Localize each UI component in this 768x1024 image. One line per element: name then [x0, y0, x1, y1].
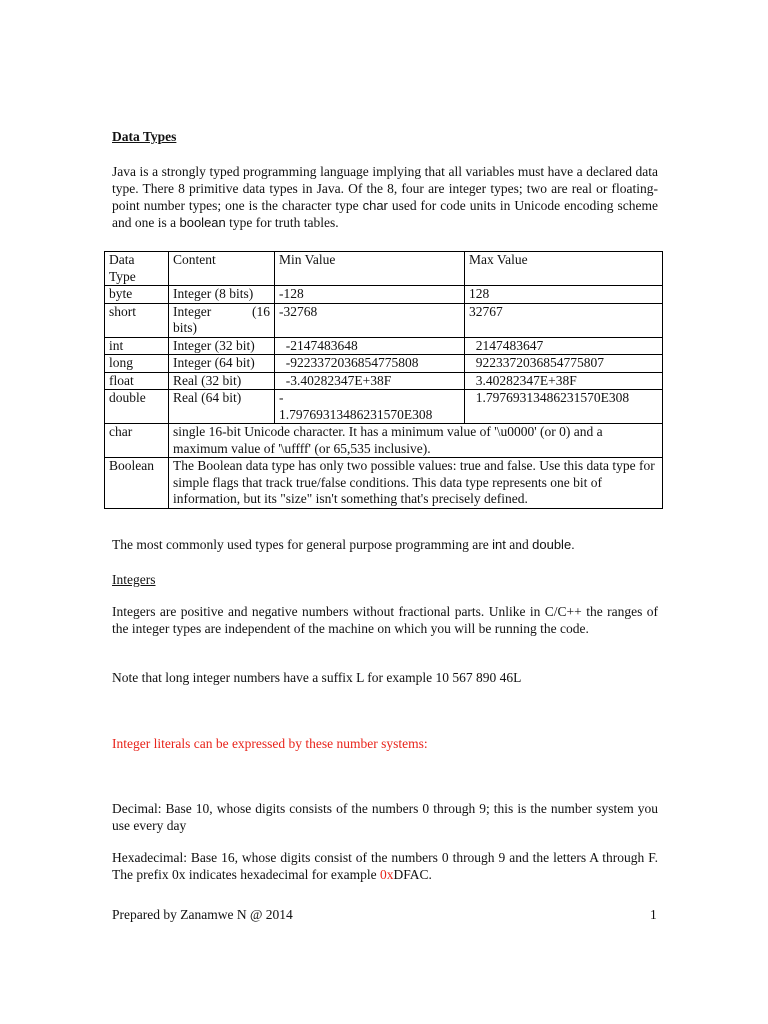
code-double: double.: [532, 537, 575, 552]
max-value: 1.79769313486231570E308: [475, 390, 630, 405]
content-cell: Real (32 bit): [169, 372, 275, 390]
content-cell: Integer (32 bit): [169, 337, 275, 355]
table-row: [105, 458, 663, 509]
max-cell: [465, 355, 663, 373]
type-cell: float: [105, 372, 169, 390]
page-title: Data Types: [112, 129, 177, 144]
common-types-paragraph: [112, 536, 658, 553]
content-cell: Real (64 bit): [169, 390, 275, 424]
content-cell: Integer (8 bits): [169, 286, 275, 304]
min-value: -9223372036854775808: [285, 355, 419, 370]
min-value: 1.79769313486231570E308: [279, 406, 433, 422]
max-value: 9223372036854775807: [475, 355, 604, 370]
table-row: [105, 390, 663, 424]
type-cell: byte: [105, 286, 169, 304]
hex-text-1: Hexadecimal: Base 16, whose digits consist of the numbers 0 through 9 and the letters A through F. The prefix 0x indicates hexadecimal for example: [112, 850, 658, 882]
max-value: 2147483647: [475, 337, 544, 353]
content-cell: [169, 303, 275, 337]
content-cell: Integer (64 bit): [169, 355, 275, 373]
common-text-2: and: [505, 537, 533, 552]
min-cell: [275, 390, 465, 424]
min-value: -2147483648: [285, 337, 358, 353]
max-cell: [465, 372, 663, 390]
type-cell: Boolean: [105, 458, 169, 509]
content-part: Integer: [173, 303, 212, 319]
description-cell: single 16-bit Unicode character. It has a minimum value of '\u0000' (or 0) and a maximum value of '\uffff' (or 65,535 inclusive).: [169, 424, 663, 458]
content-line: [173, 304, 270, 321]
literals-note: Integer literals can be expressed by these number systems:: [112, 736, 428, 751]
max-cell: 128: [465, 286, 663, 304]
table-row: [105, 355, 663, 373]
min-value: -3.40282347E+38F: [285, 372, 392, 388]
page-number: 1: [650, 907, 657, 922]
type-cell: double: [105, 390, 169, 424]
max-value: 3.40282347E+38F: [475, 372, 577, 388]
description-cell: The Boolean data type has only two possible values: true and false. Use this data type for simple flags that track true/false conditions. This data type represents one bit of information, but its "size" isn't something that's precisely defined.: [169, 458, 663, 509]
hex-paragraph: [112, 849, 658, 883]
table-row: [105, 286, 663, 304]
intro-paragraph: [112, 163, 658, 231]
code-int: int: [492, 537, 506, 552]
table-row: [105, 337, 663, 355]
hex-prefix: 0x: [380, 867, 394, 882]
content-line: bits): [173, 320, 198, 335]
table-row: [105, 372, 663, 390]
content-part: (16: [252, 303, 270, 319]
min-sign: -: [279, 390, 284, 405]
footer-author: Prepared by Zanamwe N @ 2014: [112, 907, 293, 922]
long-note: Note that long integer numbers have a suffix L for example 10 567 890 46L: [112, 670, 522, 685]
max-cell: [465, 390, 663, 424]
data-types-table: [104, 251, 663, 509]
type-cell: int: [105, 337, 169, 355]
min-cell: [275, 372, 465, 390]
intro-text-1: Java is a strongly typed programming language implying that all variables must have a declared data type. There 8 primitive data types in Java. Of the 8, four are integer types; two are real or floating-point number types; one is the character type: [112, 164, 658, 213]
integers-paragraph: Integers are positive and negative numbers without fractional parts. Unlike in C/C++ the ranges of the integer types are independent of the machine on which you will be running the code.: [112, 604, 658, 636]
max-cell: 32767: [465, 303, 663, 337]
max-cell: [465, 337, 663, 355]
table-row: [105, 424, 663, 458]
type-cell: char: [105, 424, 169, 458]
min-cell: [275, 355, 465, 373]
intro-text-2: used for code units in Unicode encoding scheme and one is a: [112, 198, 658, 230]
decimal-paragraph: Decimal: Base 10, whose digits consists of the numbers 0 through 9; this is the number system you use every day: [112, 801, 658, 833]
min-cell: [275, 337, 465, 355]
min-cell: -32768: [275, 303, 465, 337]
code-boolean: boolean: [179, 215, 226, 230]
header-max-value: Max Value: [465, 252, 663, 286]
min-cell: -128: [275, 286, 465, 304]
type-cell: long: [105, 355, 169, 373]
common-text-1: The most commonly used types for general purpose programming are: [112, 537, 493, 552]
code-char: char: [362, 198, 388, 213]
table-row: [105, 303, 663, 337]
header-content: Content: [169, 252, 275, 286]
header-data-type: Data Type: [105, 252, 169, 286]
table-header-row: [105, 252, 663, 286]
integers-heading: Integers: [112, 572, 156, 587]
header-min-value: Min Value: [275, 252, 465, 286]
hex-text-2: DFAC.: [393, 867, 432, 882]
intro-text-3: type for truth tables.: [225, 215, 339, 230]
type-cell: short: [105, 303, 169, 337]
